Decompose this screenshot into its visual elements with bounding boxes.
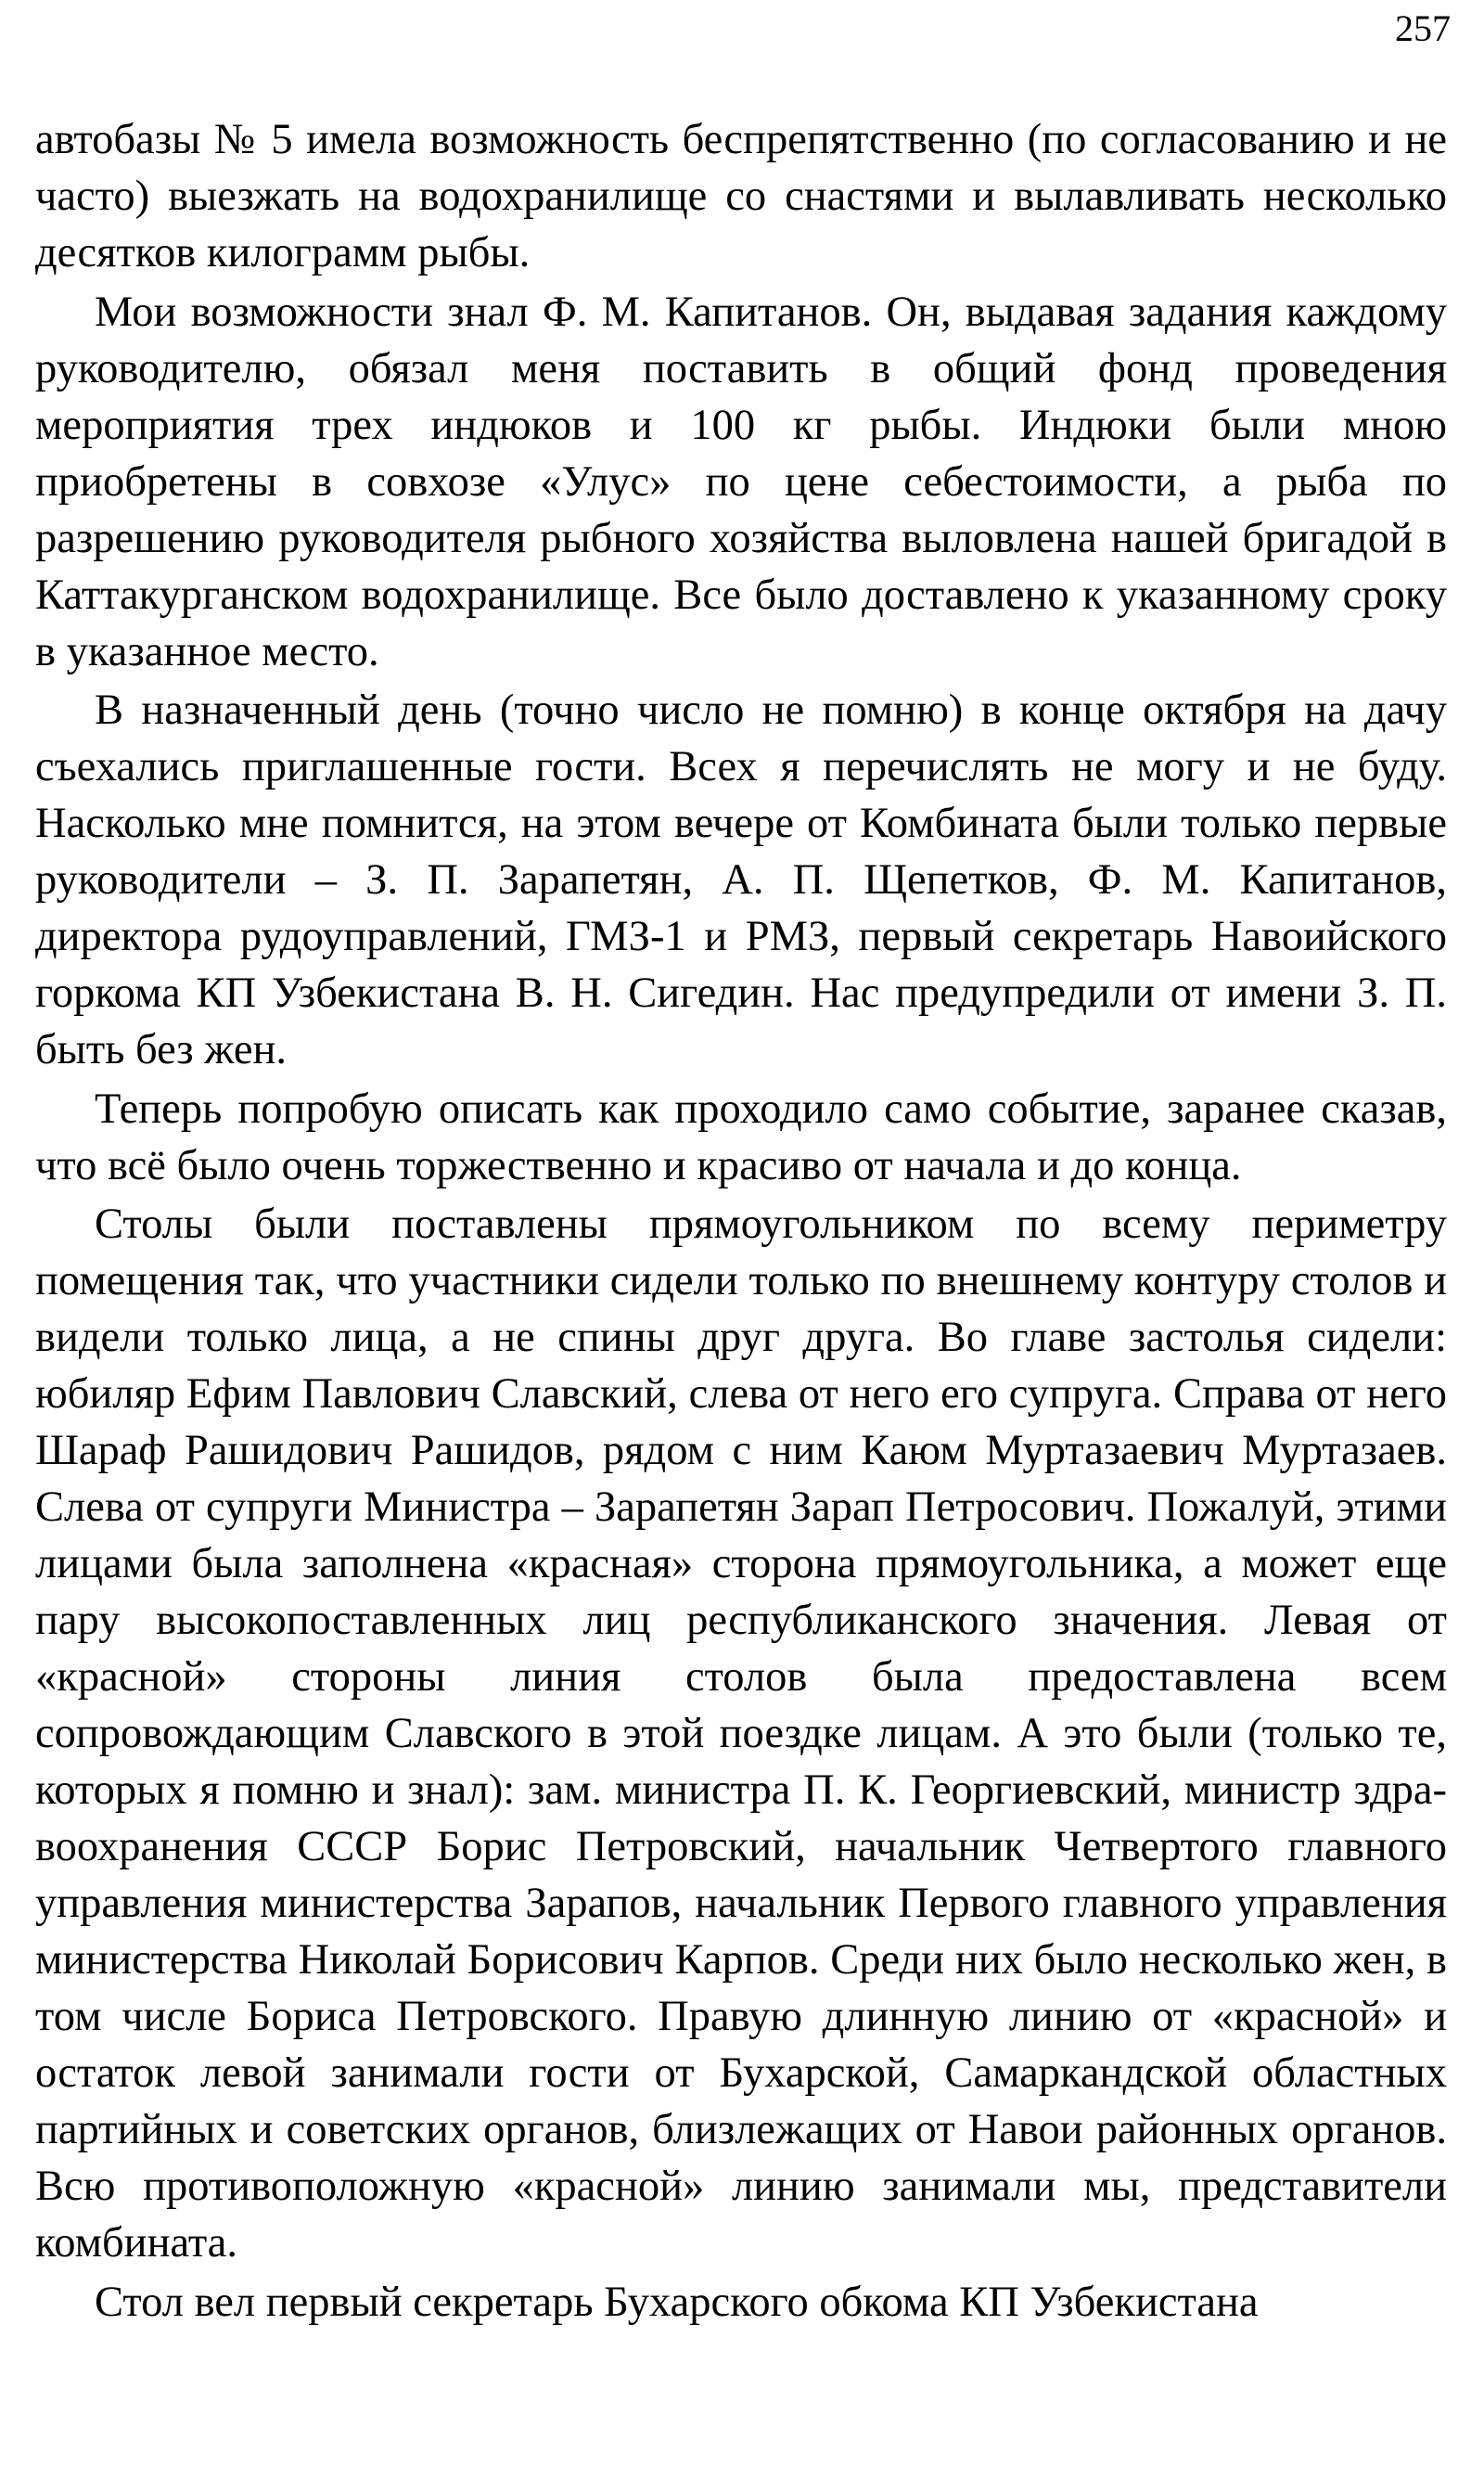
paragraph-continued: автобазы № 5 имела возможность беспрепятственно (по согласованию и не часто) выезжать на водохранилище со снастями и вылавливать несколько десятков килограмм рыбы. — [35, 116, 1447, 276]
body-text — [35, 111, 1447, 2332]
paragraph: Мои возможности знал Ф. М. Капитанов. Он, выдавая задания каждому руководителю, обязал меня поставить в общий фонд проведения мероприятия трех индюков и 100 кг рыбы. Индюки были мною приобретены в совхозе «Улус» по цене себестоимости, а рыба по разрешению руководителя рыбного хозяйства выловлена нашей бригадой в Каттакурганском водохранилище. Все было доставлено к указанному сроку в указанное место. — [35, 288, 1447, 675]
paragraph: Теперь попробую описать как проходило само событие, заранее сказав, что всё было очень торжественно и красиво от начала и до конца. — [35, 1085, 1447, 1189]
paragraph: В назначенный день (точно число не помню) в конце октября на дачу съехались приглашенные гости. Всех я перечислять не могу и не буду. Насколько мне помнится, на этом вечере от Комбината были только первые руководители – З. П. Зарапетян, А. П. Щепетков, Ф. М. Капитанов, директора рудоуправлений, ГМЗ-1 и РМЗ, первый секретарь Навоийского горкома КП Узбекистана В. Н. Сигедин. Нас предупредили от имени З. П. быть без жен. — [35, 687, 1447, 1073]
page-number: 257 — [1395, 7, 1451, 49]
paragraph: Стол вел первый секретарь Бухарского обкома КП Узбекистана — [95, 2278, 1259, 2326]
paragraph: Столы были поставлены прямоугольником по всему периметру помещения так, что участники сидели только по внешнему контуру столов и видели только лица, а не спины друг друга. Во главе застолья сидели: юбиляр Ефим Павлович Славский, слева от него его супруга. Справа от него Шараф Рашидович Рашидов, рядом с ним Каюм Муртазаевич Муртазаев. Слева от супруги Министра – Зарапетян Зарап Петросович. Пожалуй, этими лицами была заполнена «красная» сторона прямоугольника, а может еще пару высокопоставленных лиц республиканского значения. Левая от «красной» стороны линия столов была предоставлена всем сопровождающим Славского в этой поездке лицам. А это были (только те, которых я помню и знал): зам. министра П. К. Георгиевский, министр здравоохранения СССР Борис Петровский, начальник Четвертого главного управления министерства Зарапов, начальник Первого главного управления министерства Николай Борисович Карпов. Среди них было несколько жен, в том числе Бориса Петровского. Правую длинную линию от «красной» и остаток левой занимали гости от Бухарской, Самаркандской областных партийных и советских органов, близлежащих от Навои районных органов. Всю противоположную «красной» линию занимали мы, представители комбината. — [35, 1201, 1447, 2267]
